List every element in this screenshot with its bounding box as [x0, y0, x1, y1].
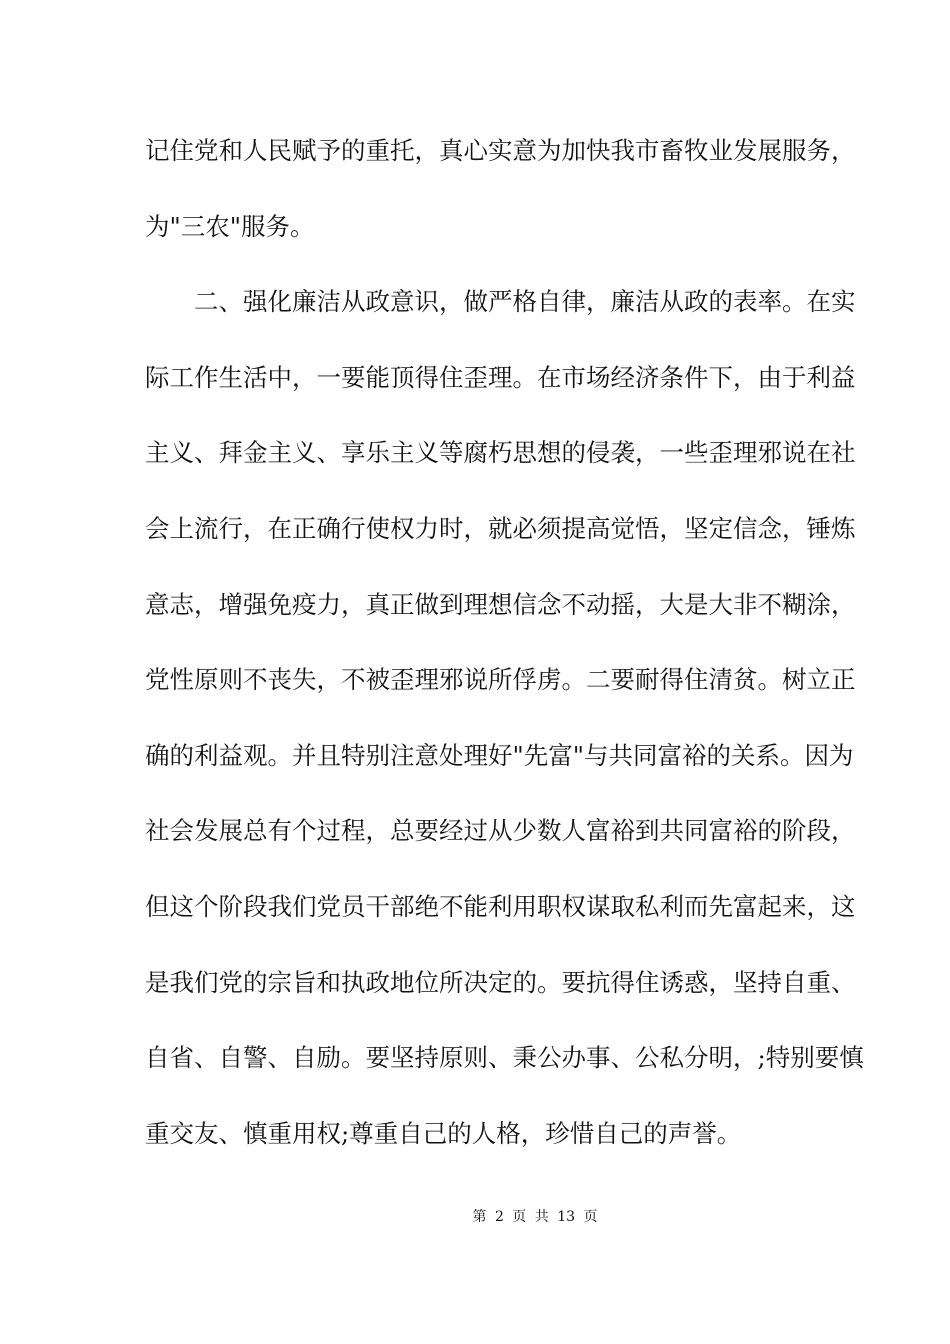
page-number-footer: 第 2 页 共 13 页	[472, 1209, 598, 1225]
text-line-14: 重交友、慎重用权;尊重自己的人格，珍惜自己的声誉。	[145, 1118, 742, 1148]
text-line-5: 主义、拜金主义、享乐主义等腐朽思想的侵袭，一些歪理邪说在社	[145, 438, 856, 468]
body-text	[145, 128, 864, 1186]
text-line-8: 党性原则不丧失，不被歪理邪说所俘虏。二要耐得住清贫。树立正	[145, 665, 856, 695]
text-line-1: 记住党和人民赋予的重托，真心实意为加快我市畜牧业发展服务，	[145, 136, 856, 165]
text-line-11: 但这个阶段我们党员干部绝不能利用职权谋取私利而先富起来，这	[145, 891, 856, 921]
text-line-4: 际工作生活中，一要能顶得住歪理。在市场经济条件下，由于利益	[145, 362, 856, 392]
text-line-9: 确的利益观。并且特别注意处理好"先富"与共同富裕的关系。因为	[145, 740, 854, 770]
text-line-10: 社会发展总有个过程，总要经过从少数人富裕到共同富裕的阶段，	[145, 816, 856, 846]
text-line-2: 为"三农"服务。	[145, 211, 315, 241]
text-line-3: 二、强化廉洁从政意识，做严格自律，廉洁从政的表率。在实	[145, 287, 856, 317]
text-line-6: 会上流行，在正确行使权力时，就必须提高觉悟，坚定信念，锤炼	[145, 513, 856, 543]
text-line-7: 意志，增强免疫力，真正做到理想信念不动摇，大是大非不糊涂，	[145, 589, 856, 619]
text-line-13: 自省、自警、自励。要坚持原则、秉公办事、公私分明，;特别要慎	[145, 1043, 864, 1073]
text-line-12: 是我们党的宗旨和执政地位所决定的。要抗得住诱惑，坚持自重、	[145, 967, 856, 997]
